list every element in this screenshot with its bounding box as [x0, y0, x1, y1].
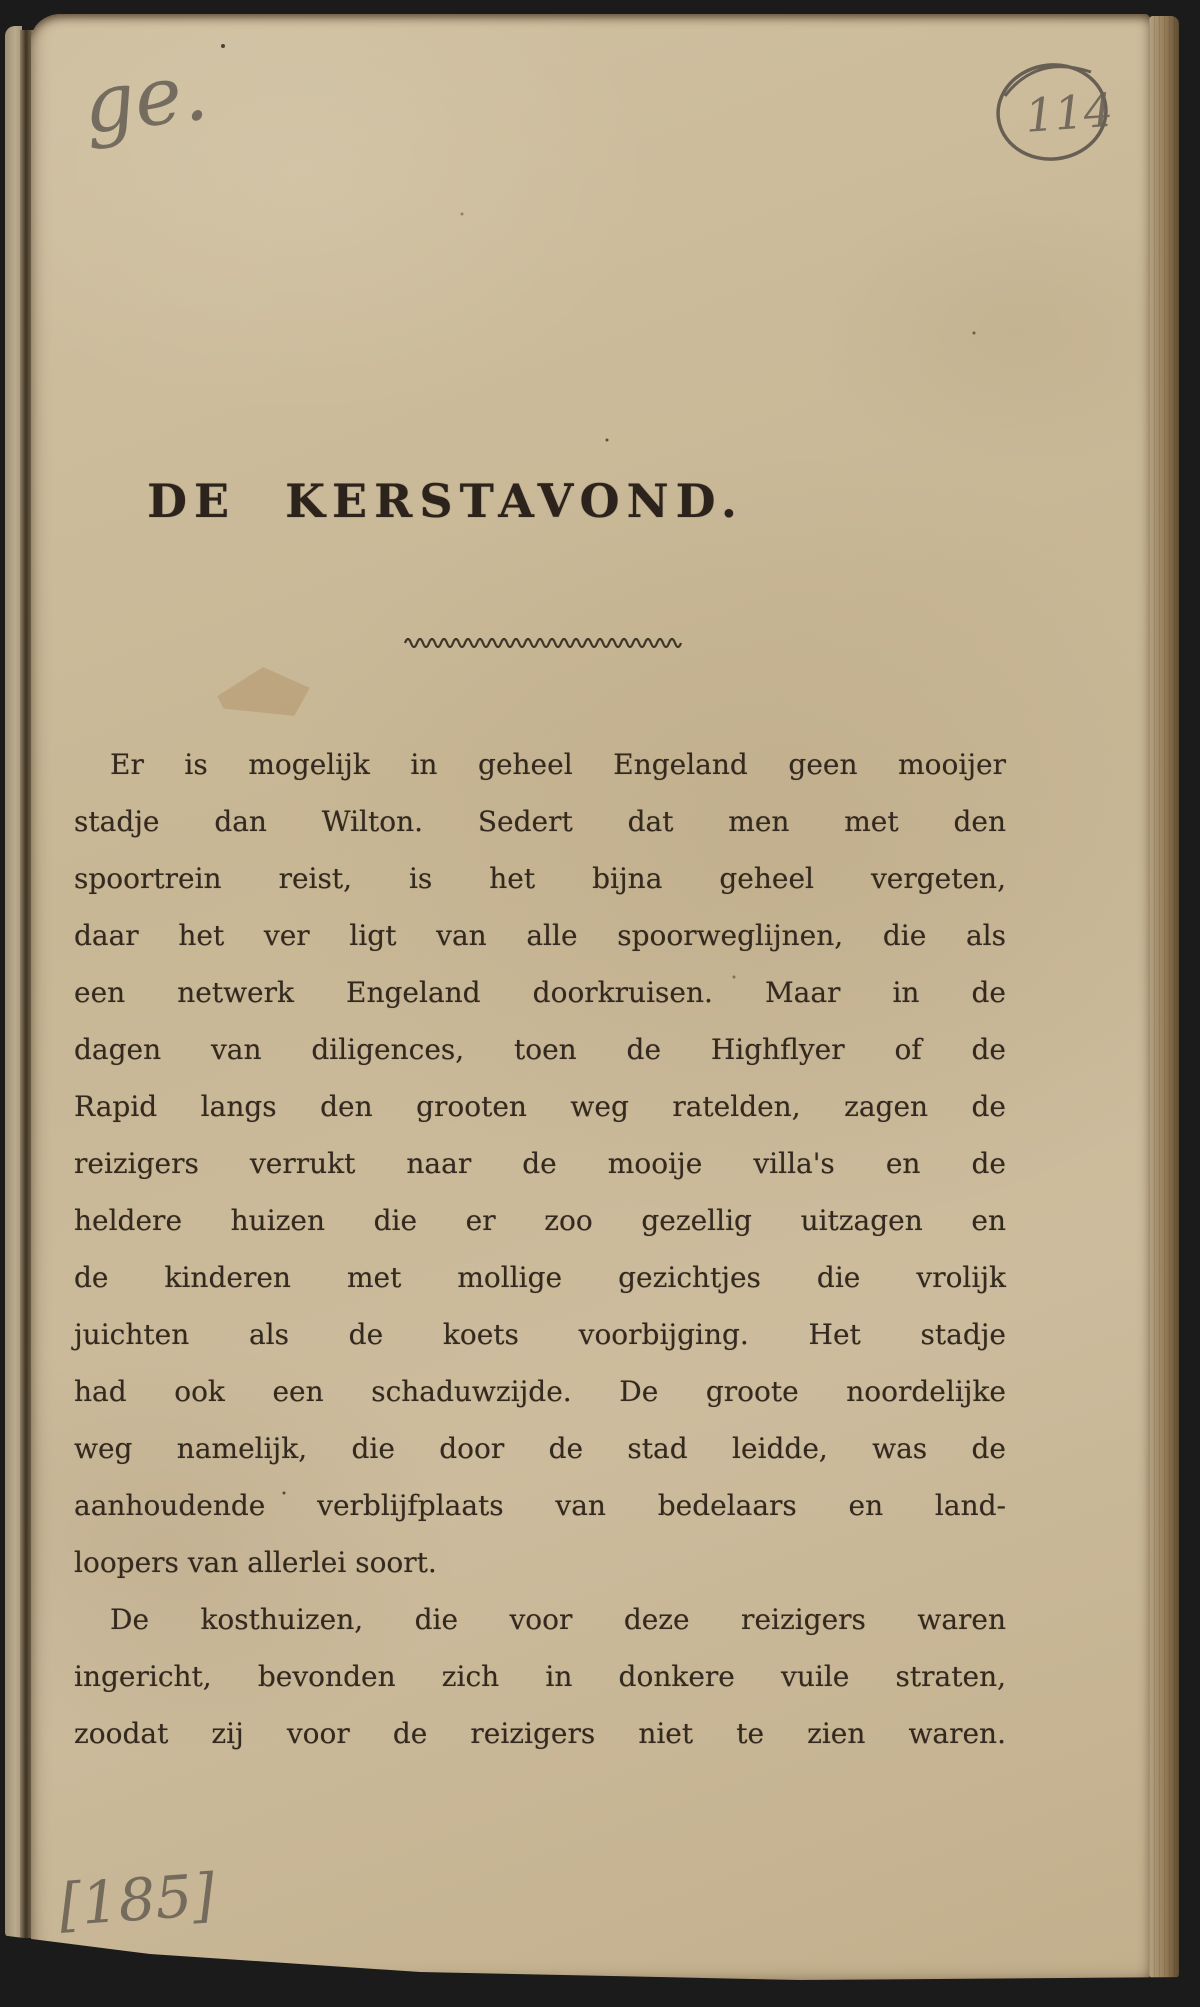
text-line: loopers van allerlei soort. — [74, 1546, 437, 1579]
body-text — [74, 736, 1006, 1762]
text-line: heldere huizen die er zoo gezellig uitzagen en — [74, 1204, 1006, 1237]
wavy-divider — [403, 632, 693, 650]
paper-stain — [209, 666, 313, 718]
wavy-line — [405, 639, 681, 647]
circled-number-annotation — [989, 52, 1129, 172]
text-line: ingericht, bevonden zich in donkere vuile straten, — [74, 1660, 1006, 1693]
text-line: stadje dan Wilton. Sedert dat men met den — [74, 805, 1006, 838]
text-line: reizigers verrukt naar de mooije villa's en de — [74, 1147, 1006, 1180]
text-line: spoortrein reist, is het bijna geheel vergeten, — [74, 862, 1006, 895]
text-line: aanhoudende verblijfplaats van bedelaars en land- — [74, 1489, 1006, 1522]
text-line: Rapid langs den grooten weg ratelden, zagen de — [74, 1090, 1006, 1123]
pencil-inscription-text: ge. — [77, 44, 213, 152]
paragraph — [74, 1591, 1006, 1762]
text-line: daar het ver ligt van alle spoorweglijnen, die als — [74, 919, 1006, 952]
page-stack-fore-edge — [1149, 16, 1179, 1978]
text-line: juichten als de koets voorbijging. Het stadje — [74, 1318, 1006, 1351]
paper-specks — [31, 14, 33, 16]
text-line: Er is mogelijk in geheel Engeland geen mooijer — [110, 748, 1006, 781]
text-line: weg namelijk, die door de stad leidde, was de — [74, 1432, 1006, 1465]
page-title: DE KERSTAVOND. — [147, 474, 744, 528]
text-line: zoodat zij voor de reizigers niet te zien waren. — [74, 1717, 1006, 1750]
text-line: een netwerk Engeland doorkruisen. Maar in de — [74, 976, 1006, 1009]
scanner-background-bottom — [0, 1927, 1200, 2007]
pencil-number-text: [185] — [56, 1860, 218, 1940]
paragraph — [74, 736, 1006, 1591]
pencil-inscription-top-left — [66, 36, 286, 166]
background-shape — [0, 1935, 1200, 2007]
text-line: De kosthuizen, die voor deze reizigers waren — [110, 1603, 1006, 1636]
circled-number-text: 114 — [1023, 82, 1115, 143]
text-line: de kinderen met mollige gezichtjes die vrolijk — [74, 1261, 1006, 1294]
text-line: dagen van diligences, toen de Highflyer of de — [74, 1033, 1006, 1066]
book-page — [31, 14, 1150, 1982]
text-line: had ook een schaduwzijde. De groote noordelijke — [74, 1375, 1006, 1408]
